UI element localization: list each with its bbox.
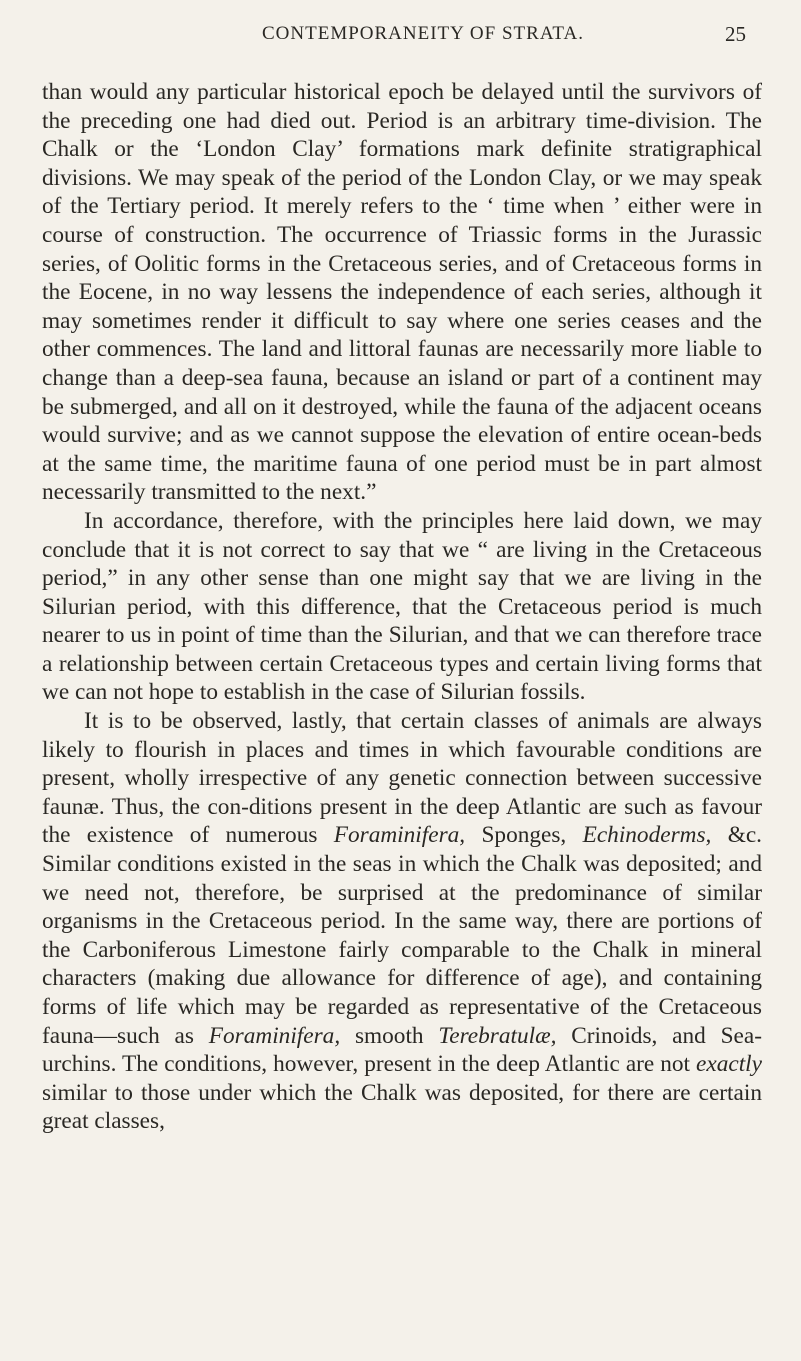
running-head: CONTEMPORANEITY OF STRATA.	[262, 23, 584, 44]
text-run: &c. Similar conditions existed in the seas in which the Chalk was deposited; and we need not, therefore, be surprised at the predominance of similar organisms in the Cretaceous period. In the same way, there are portions of the Carboniferous Limestone fairly comparable to the Chalk in mineral characters (making due allowance for difference of age), and containing forms of life which may be regarded as representative of the Cretaceous fauna—such as	[42, 822, 762, 1049]
page-header	[100, 14, 746, 54]
paragraph	[42, 78, 762, 507]
text-run: In accordance, therefore, with the principles here laid down, we may conclude that it is not correct to say that we “ are living in the Cretaceous period,” in any other sense than one might say that we are living in the Silurian period, with this difference, that the Cretaceous period is much nearer to us in point of time than the Silurian, and that we can therefore trace a relationship between certain Cretaceous types and certain living forms that we can not hope to establish in the case of Silurian fossils.	[42, 507, 762, 706]
paragraph	[42, 507, 762, 707]
text-run: than would any particular historical epoch be delayed until the survivors of the preceding one had died out. Period is an arbitrary time-division. The Chalk or the ‘London Clay’ formations mark definite stratigraphical divisions. We may speak of the period of the London Clay, or we may speak of the Tertiary period. It merely refers to the ‘ time when ’ either were in course of construction. The occurrence of Triassic forms in the Jurassic series, of Oolitic forms in the Cretaceous series, and of Cretaceous forms in the Eocene, in no way lessens the independence of each series, although it may sometimes render it difficult to say where one series ceases and the other commences. The land and littoral faunas are necessarily more liable to change than a deep-sea fauna, because an island or part of a continent may be submerged, and all on it destroyed, while the fauna of the adjacent oceans would survive; and as we cannot suppose the elevation of entire ocean-beds at the same time, the maritime fauna of one period must be in part almost necessarily transmitted to the next.”	[42, 79, 762, 506]
body-text	[42, 78, 762, 1136]
italic-term: Terebratulæ,	[438, 1022, 557, 1049]
italic-term: exactly	[696, 1051, 762, 1078]
text-run: Sponges,	[465, 822, 583, 849]
page-number: 25	[725, 22, 746, 46]
italic-term: Echinoderms,	[582, 822, 712, 849]
italic-term: Foraminifera,	[333, 822, 466, 849]
text-run: It is to be observed, lastly, that certain classes of animals are always likely to flourish in places and times in which favourable conditions are present, wholly irrespective of any genetic connection between successive faunæ. Thus, the con-ditions present in the deep Atlantic are such as favour the existence of numerous	[42, 708, 762, 849]
paragraph	[42, 707, 762, 1136]
text-run: similar to those under which the Chalk was deposited, for there are certain great classes,	[42, 1079, 762, 1135]
text-run: smooth	[340, 1022, 439, 1049]
italic-term: Foraminifera,	[208, 1022, 341, 1049]
text-run: Crinoids, and Sea-urchins. The conditions, however, present in the deep Atlantic are not	[42, 1022, 762, 1078]
